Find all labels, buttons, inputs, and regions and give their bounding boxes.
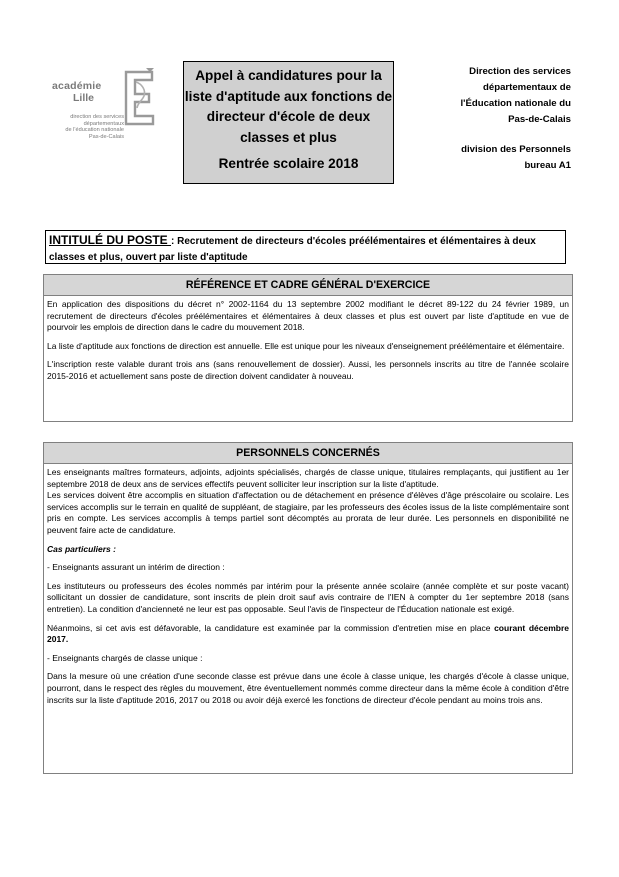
direction-block — [421, 64, 571, 174]
paragraph: Dans la mesure où une création d'une seconde classe est prévue dans une école à classe unique, les chargés d'école à classe unique, pourront, dans le respect des règles du mouvement, être éventuellement nommés comme directeur dans la même école à condition d'être inscrits sur la liste d'aptitude 2016, 2017 ou 2018 ou avoir déjà exercé les fonctions de directeur d'école pendant au moins trois ans. — [47, 671, 569, 705]
logo-academie-text: académie — [52, 80, 102, 92]
document-title: Appel à candidatures pour la liste d'aptitude aux fonctions de directeur d'école de deux classes et plus — [184, 68, 393, 145]
paragraph: Les enseignants maîtres formateurs, adjoints, adjoints spécialisés, chargés de classe unique, titulaires remplaçants, qui justifient au 1er septembre 2018 de deux ans de services effectifs peuvent solliciter leur inscription sur la liste d'aptitude. — [47, 467, 569, 489]
intitule-box — [45, 230, 566, 264]
intitule-text: : Recrutement de directeurs d'écoles préélémentaires et élémentaires à deux classes et plus, ouvert par liste d'aptitude — [49, 236, 536, 263]
section-body — [44, 296, 572, 392]
intitule-label: INTITULÉ DU POSTE — [49, 233, 172, 247]
direction-line: l'Éducation nationale du — [460, 98, 571, 109]
paragraph: Les services doivent être accomplis en situation d'affectation ou de détachement en présence d'élèves d'âge préscolaire ou scolaire. Les services accomplis sur le terrain en qualité de suppléant, de stagiaire, par les professeurs des écoles issus de la liste complémentaire sont pris en compte. Les services accomplis à temps partiel sont décomptés au prorata de leur durée. Les personnels en disponibilité ne peuvent faire acte de candidature. — [47, 490, 569, 535]
paragraph: - Enseignants assurant un intérim de direction : — [47, 562, 225, 573]
section-heading: PERSONNELS CONCERNÉS — [44, 443, 572, 464]
direction-line: Direction des services — [469, 66, 571, 77]
direction-line: Pas-de-Calais — [508, 114, 571, 125]
section-heading: RÉFÉRENCE ET CADRE GÉNÉRAL D'EXERCICE — [44, 275, 572, 296]
bureau-line: bureau A1 — [524, 160, 571, 171]
section-body — [44, 464, 572, 715]
section-reference — [43, 274, 573, 422]
paragraph: Les instituteurs ou professeurs des écoles nommés par intérim pour la présente année scolaire (année complète et sur poste vacant) sollicitant un dossier de candidature, sont inscrits de plein droit sauf avis contraire de l'IEN à compter du 1er septembre 2018 (sans entretien). La condition d'ancienneté ne leur est pas opposable. Seul l'avis de l'inspecteur de l'Éducation nationale est exigé. — [47, 580, 569, 614]
academie-logo — [44, 62, 160, 154]
marianne-e-icon — [122, 68, 156, 128]
division-line: division des Personnels — [461, 144, 571, 155]
paragraph: La liste d'aptitude aux fonctions de direction est annuelle. Elle est unique pour les niveaux d'enseignement préélémentaire et élémentaire. — [47, 340, 565, 351]
paragraph: Néanmoins, si cet avis est défavorable, la candidature est examinée par la commission d'entretien mise en place courant décembre 2017. — [47, 622, 569, 645]
cas-particuliers-heading: Cas particuliers : — [47, 543, 116, 554]
section-personnels — [43, 442, 573, 774]
logo-subtitle: direction des services départementaux de l'éducation nationale Pas-de-Calais — [65, 114, 124, 140]
paragraph: En application des dispositions du décret n° 2002-1164 du 13 septembre 2002 modifiant le décret 89-122 du 24 février 1989, un recrutement de directeurs d'écoles préélémentaires et élémentaires à deux classes et plus est ouvert par liste d'aptitude en vue de pourvoir les emplois de direction dans le cadre du mouvement 2018. — [47, 299, 569, 333]
paragraph: L'inscription reste valable durant trois ans (sans renouvellement de dossier). Aussi, les personnels inscrits au titre de l'année scolaire 2015-2016 et actuellement sans poste de direction doivent candidater à nouveau. — [47, 359, 569, 381]
document-subtitle: Rentrée scolaire 2018 — [218, 156, 359, 171]
logo-lille-text: Lille — [73, 92, 95, 104]
paragraph: - Enseignants chargés de classe unique : — [47, 652, 203, 663]
title-box — [183, 61, 394, 184]
direction-line: départementaux de — [483, 82, 571, 93]
